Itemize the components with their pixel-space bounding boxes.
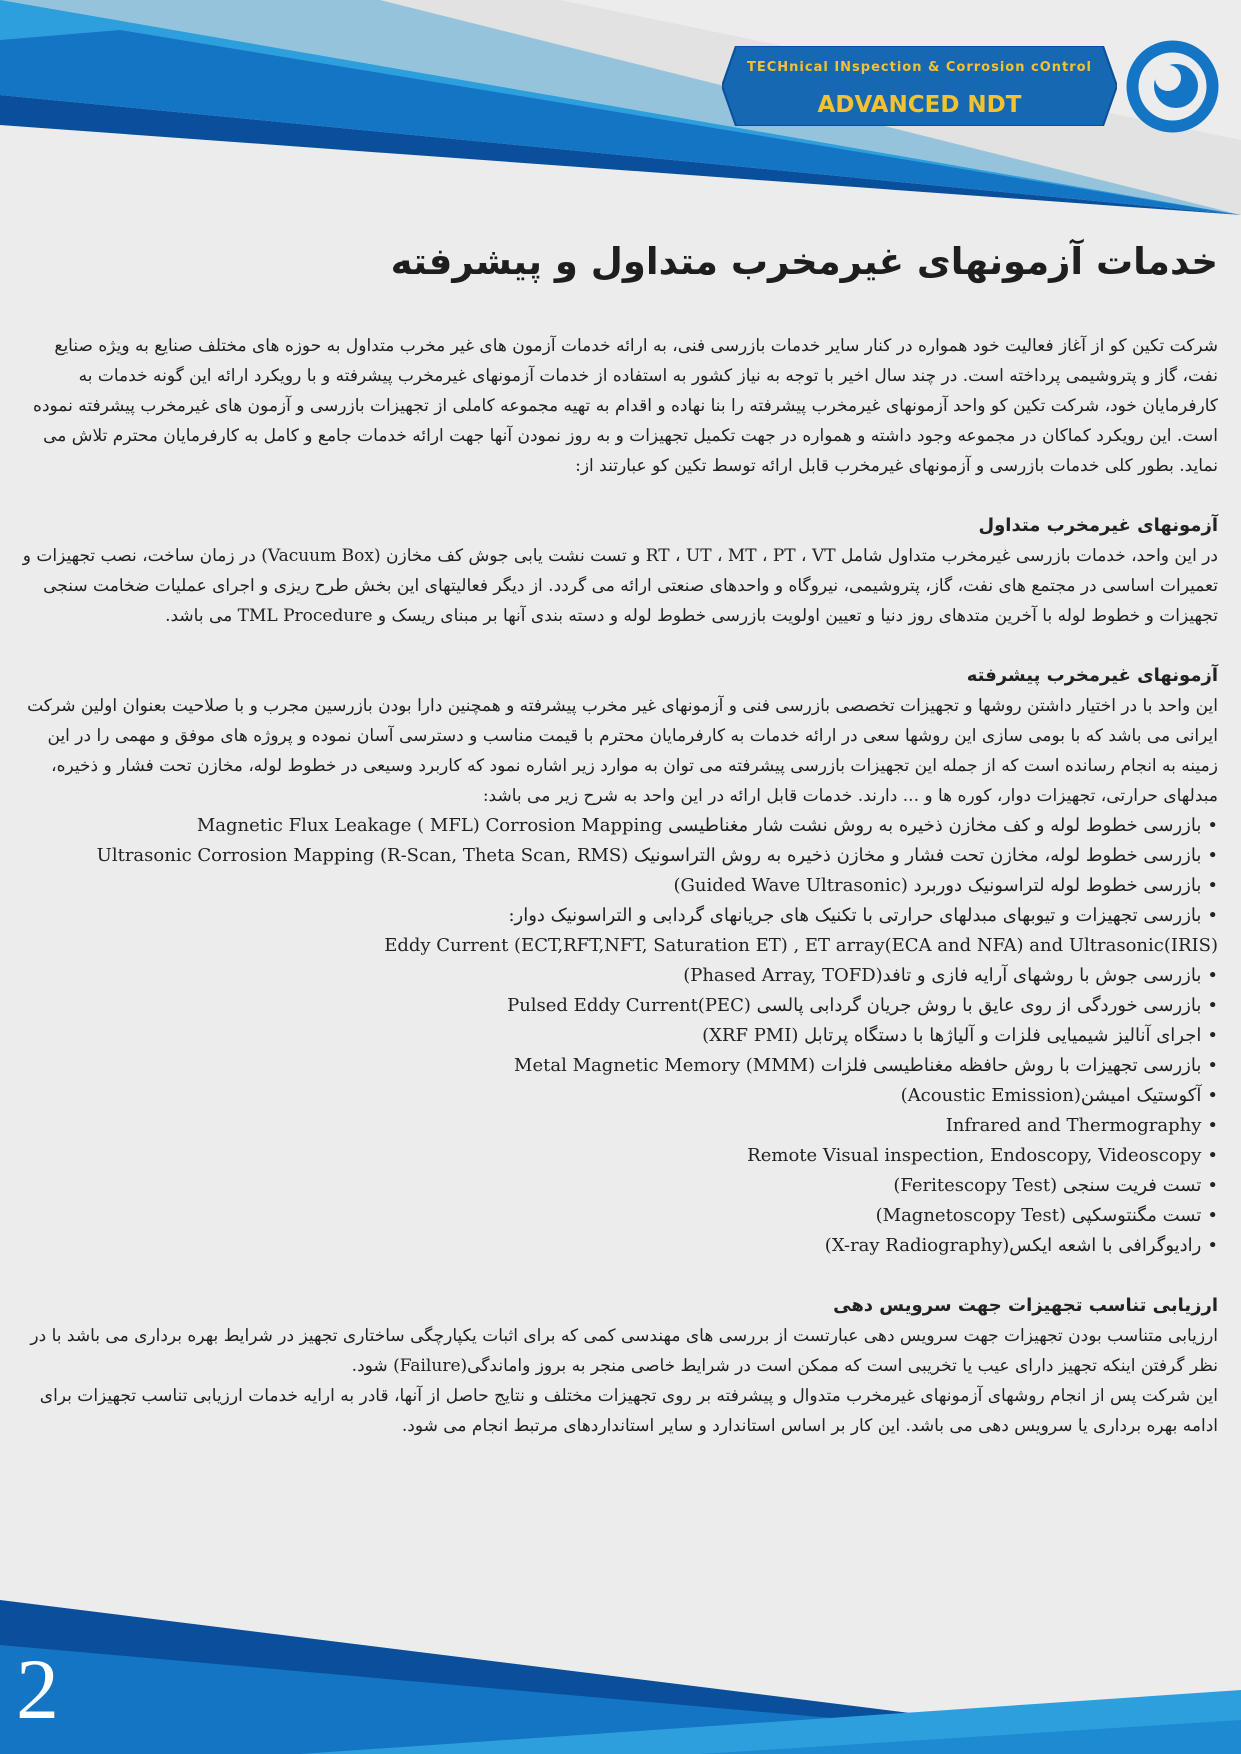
list-item: •Remote Visual inspection, Endoscopy, Videoscopy <box>747 1145 1218 1166</box>
main-content <box>20 240 1218 1441</box>
logo-icon <box>1124 38 1221 135</box>
list-item: •تست مگنتوسکپی (Magnetoscopy Test) <box>875 1205 1218 1226</box>
fitness-body-2: این شرکت پس از انجام روشهای آزمونهای غیرمخرب متدوال و پیشرفته بر روی تجهیزات مختلف و نتایج حاصل از آنها، قادر به ارایه خدمات ارزیابی تناسب تجهیزات برای ادامه بهره برداری یا سرویس دهی می باشد. این کار بر اساس استاندارد و سایر استانداردهای مرتبط انجام می شود. <box>39 1386 1218 1436</box>
conventional-body: در این واحد، خدمات بازرسی غیرمخرب متداول شامل RT ، UT ، MT ، PT ، VT و تست نشت یابی جوش کف مخازن (Vacuum Box) در زمان ساخت، نصب تجهیزات و تعمیرات اساسی در مجتمع های نفت، گاز، پتروشیمی، نیروگاه و واحدهای صنعتی ارائه می گردد. از دیگر فعالیتهای این بخش طرح ریزی و اجرای عملیات ضخامت سنجی تجهیزات و خطوط لوله با آخرین متدهای روز دنیا و تعیین اولویت بازرسی خطوط لوله و دسته بندی آنها بر مبنای ریسک و TML Procedure می باشد. <box>22 546 1218 626</box>
fitness-title: ارزیابی تناسب تجهیزات جهت سرویس دهی <box>833 1295 1218 1316</box>
list-item: •آکوستیک امیشن(Acoustic Emission) <box>900 1085 1218 1106</box>
list-item: •رادیوگرافی با اشعه ایکس(X-ray Radiography) <box>824 1235 1218 1256</box>
list-item: •بازرسی خطوط لوله لتراسونیک دوربرد (Guided Wave Ultrasonic) <box>673 875 1218 896</box>
list-item: •بازرسی خوردگی از روی عایق با روش جریان گردابی پالسی Pulsed Eddy Current(PEC) <box>507 995 1218 1016</box>
list-item: •بازرسی خطوط لوله و کف مخازن ذخیره به روش نشت شار مغناطیسی Magnetic Flux Leakage ( MFL) Corrosion Mapping <box>196 815 1218 836</box>
list-item: •بازرسی خطوط لوله، مخازن تحت فشار و مخازن ذخیره به روش التراسونیک Ultrasonic Corrosion Mapping (R-Scan, Theta Scan, RMS) <box>96 845 1218 866</box>
list-item: •Infrared and Thermography <box>945 1115 1218 1136</box>
page-number: 2 <box>16 1641 59 1737</box>
advanced-body: این واحد با در اختیار داشتن روشها و تجهیزات تخصصی بازرسی فنی و آزمونهای غیر مخرب پیشرفته و همچنین دارا بودن بازرسین مجرب و با صلاحیت بعنوان اولین شرکت ایرانی می باشد که با بومی سازی این روشها سعی در ارائه خدمات به کارفرمایان محترم با قیمت مناسب و دسترسی آسان نموده و پروژه های موفق و مهمی را در این زمینه به انجام رسانده است که از جمله این تجهیزات بازرسی پیشرفته می توان به موارد زیر اشاره نمود که کاربرد وسیعی در خطوط لوله، مخازن تحت فشار و ذخیره، مبدلهای حرارتی، تجهیزات دوار، کوره ها و ... دارند. خدمات قابل ارائه در این واحد به شرح زیر می باشد: <box>27 696 1218 806</box>
list-item: •بازرسی تجهیزات با روش حافظه مغناطیسی فلزات Metal Magnetic Memory (MMM) <box>514 1055 1218 1076</box>
list-item: •اجرای آنالیز شیمیایی فلزات و آلیاژها با دستگاه پرتابل (XRF PMI) <box>702 1025 1218 1046</box>
intro-paragraph: شرکت تکین کو از آغاز فعالیت خود همواره در کنار سایر خدمات بازرسی فنی، به ارائه خدمات آزمون های غیر مخرب متداول به حوزه های مختلف صنایع به ویژه صنایع نفت، گاز و پتروشیمی پرداخته است. در چند سال اخیر با توجه به نیاز کشور به استفاده از خدمات آزمونهای غیرمخرب پیشرفته و با رویکرد ارائه این گونه خدمات به کارفرمایان خود، شرکت تکین کو واحد آزمونهای غیرمخرب پیشرفته را بنا نهاده و اقدام به تهیه مجموعه کاملی از تجهیزات بازرسی و آزمون های غیرمخرب پیشرفته نموده است. این رویکرد کماکان در مجموعه وجود داشته و همواره در جهت تکمیل تجهیزات و به روز نمودن آنها جهت ارائه خدمات جامع و کامل به کارفرمایان محترم تلاش می نماید. بطور کلی خدمات بازرسی و آزمونهای غیرمخرب قابل ارائه توسط تکین کو عبارتند از: <box>33 336 1218 476</box>
fitness-section <box>20 1291 1218 1441</box>
list-item: •بازرسی تجهیزات و تیوبهای مبدلهای حرارتی با تکنیک های جریانهای گردابی و التراسونیک دوار: <box>508 905 1218 926</box>
list-item: Eddy Current (ECT,RFT,NFT, Saturation ET) , ET array(ECA and NFA) and Ultrasonic(IRIS) <box>384 935 1218 956</box>
conventional-section <box>20 511 1218 631</box>
list-item: •تست فریت سنجی (Feritescopy Test) <box>893 1175 1218 1196</box>
advanced-services-list <box>20 811 1218 1261</box>
advanced-title: آزمونهای غیرمخرب پیشرفته <box>966 665 1218 686</box>
conventional-title: آزمونهای غیرمخرب متداول <box>978 515 1218 536</box>
advanced-section <box>20 661 1218 1261</box>
fitness-body-1: ارزیابی متناسب بودن تجهیزات جهت سرویس دهی عبارتست از بررسی های مهندسی کمی که برای اثبات یکپارچگی ساختاری تجهیز در شرایط بهره برداری می باشد با در نظر گرفتن اینکه تجهیز دارای عیب یا تخریبی است که ممکن است در شرایط خاصی منجر به بروز واماندگی(Failure) شود. <box>30 1326 1218 1376</box>
brand-tagline: ADVANCED NDT <box>817 92 1022 118</box>
list-item: •بازرسی جوش با روشهای آرایه فازی و تافد(Phased Array, TOFD) <box>683 965 1218 986</box>
brand-name: TECHnical INspection & Corrosion cOntrol <box>746 60 1093 75</box>
page-title: خدمات آزمونهای غیرمخرب متداول و پیشرفته <box>390 240 1218 283</box>
